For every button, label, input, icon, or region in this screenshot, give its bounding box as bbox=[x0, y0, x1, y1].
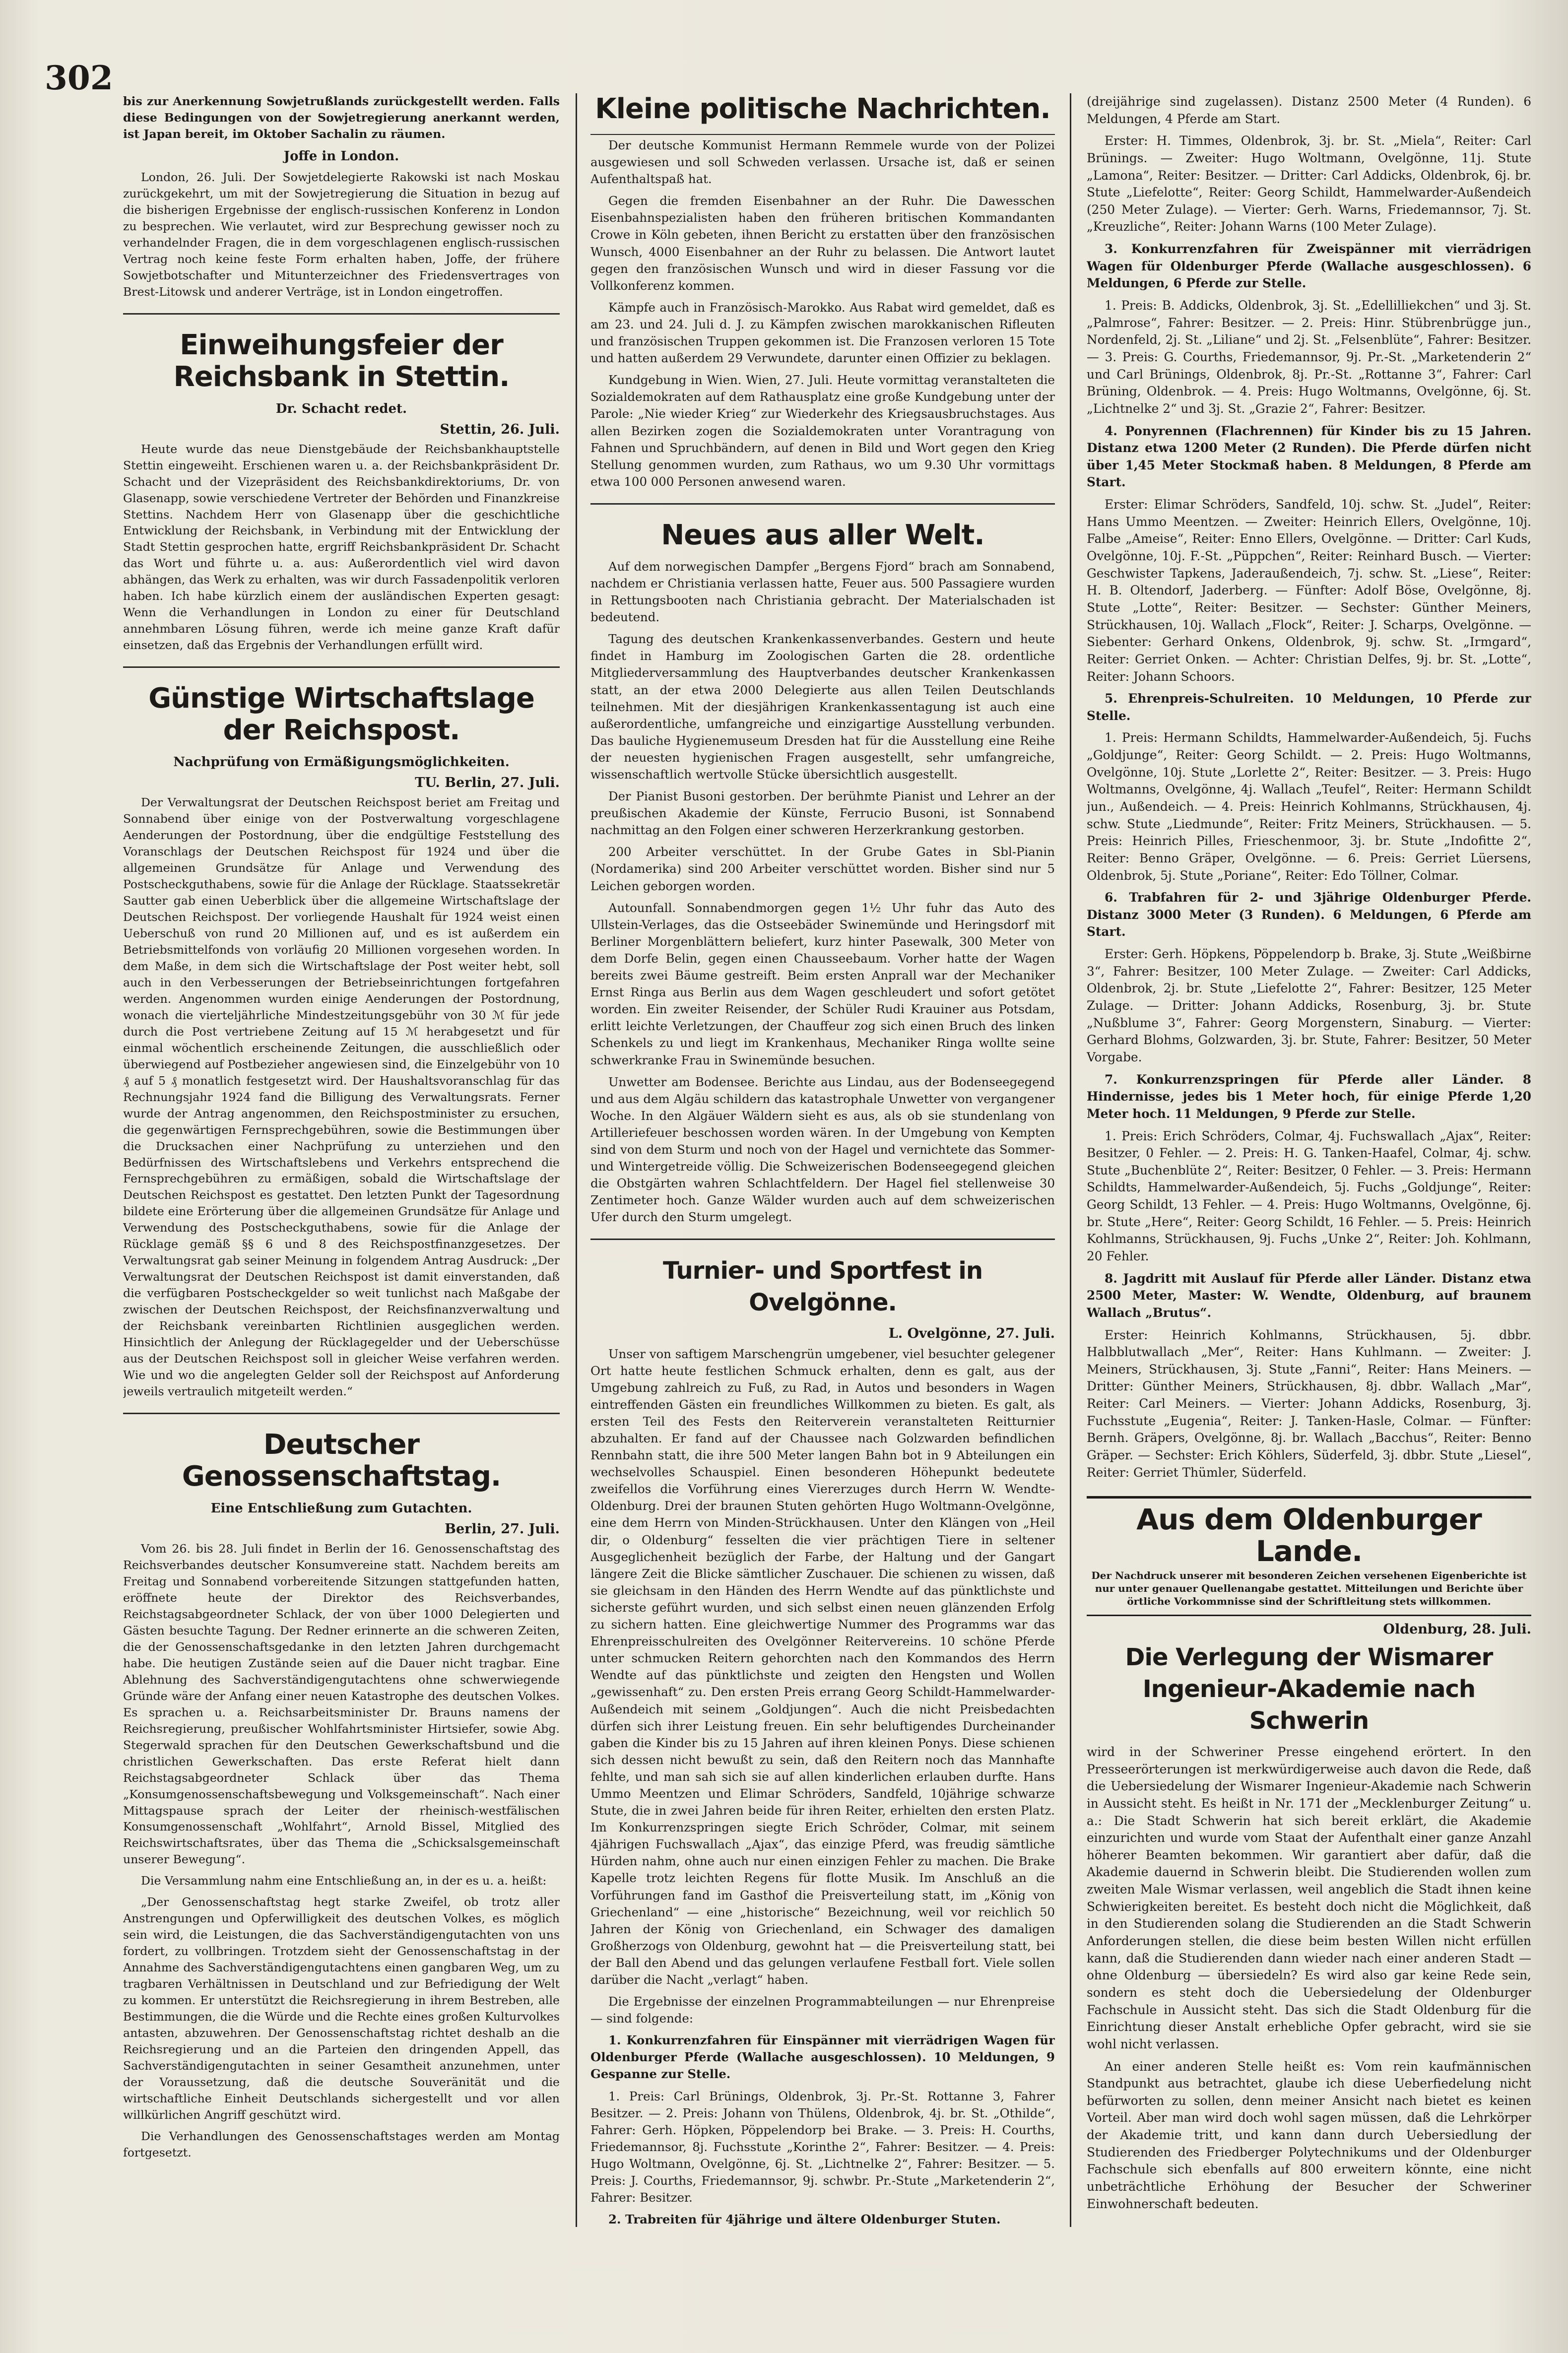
headline-genossenschaftstag: Deutscher Genossenschaftstag. bbox=[182, 1429, 501, 1493]
column-3 bbox=[1087, 93, 1531, 2237]
article-text: Unser von saftigem Marschengrün umgebener, viel besuchter gelegener Ort hatte heute festlichen Schmuck erhalten, denn es galt, aus der Umgebung zahlreich zu Fuß, zu Rad, in Autos und besonders in Wagen eintreffenden Gästen ein freundliches Willkommen zu bieten. Es galt, als ersten Teil des Fests den Reiterverein veranstalteten Reitturnier abzuhalten. Er fand auf der Chaussee nach Golzwarden befindlichen Rennbahn statt, die ihre 500 Meter langen Bahn bot in 9 Abteilungen ein wechselvolles Schauspiel. Einen besonderen Höhepunkt bedeutete zweifellos die Vorführung eines Viererzuges durch Herrn W. Wendte-Oldenburg. Drei der braunen Stuten gehörten Hugo Woltmann-Ovelgönne, eine dem Herrn von Minden-Strückhausen. Unter den Klängen von „Heil dir, o Oldenburg“ fesselten die vier prächtigen Tiere in seltener Ausgeglichenheit bezüglich der Farbe, der Haltung und der Gangart längere Zeit die Blicke sämtlicher Zuschauer. Die schienen zu wissen, daß sie gleichsam in den Händen des Herrn Wendte auf das pünktlichste und sicherste geführt wurden, und sich selbst einen neuen glänzenden Erfolg zu sichern hatten. Eine gleichwertige Nummer des Programms war das Ehrenpreisschulreiten des Ovelgönner Reitervereins. 10 schöne Pferde unter schmucken Reitern gehorchten nach den Kommandos des Herrn Wendte auf das pünktlichste und zeigten den Hengsten und Wollen „gewissenhaft“ zu. Den ersten Preis errang Georg Schildt-Hammelwarder-Außendeich mit seinem „Goldjungen“. Auch die nicht Preisbedachten dürfen sich ihrer Leistung freuen. Ein sehr beluftigendes Durcheinander gaben die Kinder bis zu 15 Jahren auf ihren kleinen Ponys. Diese schienen sich dessen nicht bewußt zu sein, daß den Reitern noch das Mannhafte fehlte, und man sah sich sie auf allen kinderlichen erlauben durfte. Hans Ummo Meentzen und Elimar Schröders, Sandfeld, 10jährige schwarze Stute, die in zwei Jahren beide für ihren Reiter, erhielten den ersten Platz. Im Konkurrenzspringen siegte Erich Schröder, Colmar, mit seinem 4jährigen Fuchswallach „Ajax“, das einzige Pferd, was freudig sämtliche Hürden nahm, ohne auch nur einen einzigen Fehler zu machen. Die Brake Kapelle trotz leichten Regens für flotte Musik. Im Anschluß an die Vorführungen fand im Gasthof die Preisverteilung statt, im „König von Griechenland“ — eine „historische“ Bezeichnung, weil vor reichlich 50 Jahren der König von Griechenland, ein Schwager des damaligen Großherzogs von Oldenburg, gewohnt hat — die Preisverteilung statt, bei der Ball den Abend und das gelungen verlaufene Festball fort. Viele sollen darüber die Nacht „verlagt“ haben. bbox=[590, 1346, 1055, 1987]
article-text: 1. Preis: Erich Schröders, Colmar, 4j. Fuchswallach „Ajax“, Reiter: Besitzer, 0 Fehler. — 2. Preis: H. G. Tanken-Haafel, Colmar, 4j. schw. Stute „Buchenblüte 2“, Reiter: Besitzer, 0 Fehler. — 3. Preis: Hermann Schildts, Hammelwarder-Außendeich, 5j. Fuchs „Goldjunge“, Reiter: Georg Schildt, 13 Fehler. — 4. Preis: Hugo Woltmanns, Ovelgönne, 6j. br. Stute „Here“, Reiter: Georg Schildt, 16 Fehler. — 5. Preis: Heinrich Kohlmanns, Strückhausen, 9j. Fuchs „Unke 2“, Reiter: Joh. Kohlmann, 20 Fehler. bbox=[1087, 1128, 1531, 1263]
article-text: 7. Konkurrenzspringen für Pferde aller Länder. 8 Hindernisse, jedes bis 1 Meter hoch, für einige Pferde 1,20 Meter hoch. 11 Meldungen, 9 Pferde zur Stelle. bbox=[1087, 1072, 1531, 1121]
separator bbox=[590, 1239, 1055, 1240]
article-text: An einer anderen Stelle heißt es: Vom rein kaufmännischen Standpunkt aus betrachtet, glaube ich diese Ueberfiedelung nicht befürworten zu sollen, denn meiner Ansicht nach bietet es keinen Vorteil. Aber man wird doch wohl sagen müssen, daß die Lehrkörper der Akademie tritt, und kann dann durch Uebersiedlung der Studierenden des Friedberger Polytechnikums und der Oldenburger Fachschule sich ebenfalls auf 800 erweitern könnte, eine nicht unbeträchtliche Erhöhung der Besucher der Schweriner Einwohnerschaft bedeuten. bbox=[1087, 2059, 1531, 2211]
headline-reichsbank: Einweihungsfeier der Reichsbank in Stettin. bbox=[173, 328, 510, 393]
article-text: Der deutsche Kommunist Hermann Remmele wurde von der Polizei ausgewiesen und soll Schweden verlassen. Ursache ist, daß er seinen Aufenthaltspaß hat. bbox=[590, 138, 1055, 187]
article-text: 1. Preis: Hermann Schildts, Hammelwarder-Außendeich, 5j. Fuchs „Goldjunge“, Reiter: Georg Schildt. — 2. Preis: Hugo Woltmanns, Ovelgönne, 10j. Stute „Lorlette 2“, Reiter: Besitzer. — 3. Preis: Hugo Woltmanns, Ovelgönne, 4j. Wallach „Teufel“, Reiter: Hermann Schildt jun., Außendeich. — 4. Preis: Heinrich Kohlmanns, Strückhausen, 4j. schw. Stute „Liedmunde“, Reiter: Fritz Meiners, Strückhausen. — 5. Preis: Heinrich Pilles, Frieschenmoor, 3j. br. Stute „Indofitte 2“, Reiter: Benno Gräper, Ovelgönne. — 6. Preis: Gerriet Lüersens, Oldenbrok, 5j. Stute „Poriane“, Reiter: Edo Töllner, Colmar. bbox=[1087, 730, 1531, 883]
article-text: 6. Trabfahren für 2- und 3jährige Oldenburger Pferde. Distanz 3000 Meter (3 Runden). 6 Meldungen, 6 Pferde am Start. bbox=[1087, 890, 1531, 939]
article-text: 8. Jagdritt mit Auslauf für Pferde aller Länder. Distanz etwa 2500 Meter, Master: W. Wendte, Oldenburg, auf braunem Wallach „Brutus“. bbox=[1087, 1271, 1531, 1320]
subheading: Nachprüfung von Ermäßigungsmöglichkeiten. bbox=[173, 755, 510, 770]
article-text: Der Pianist Busoni gestorben. Der berühmte Pianist und Lehrer an der preußischen Akademie der Künste, Ferrucio Busoni, ist Sonnabend nachmittag an den Folgen einer schweren Herzerkrankung gestorben. bbox=[590, 789, 1055, 838]
article-text: 5. Ehrenpreis-Schulreiten. 10 Meldungen, 10 Pferde zur Stelle. bbox=[1087, 691, 1531, 723]
article-text: Der Verwaltungsrat der Deutschen Reichspost beriet am Freitag und Sonnabend über einige von der Postverwaltung vorgeschlagene Aenderungen der Postordnung, über die endgültige Feststellung des Voranschlags der Deutschen Reichspost für 1924 und über die allgemeinen Grundsätze für Anlage und Verwendung des Postscheckguthabens, sowie für die Anlage der Rücklage. Staatssekretär Sautter gab einen Ueberblick über die allgemeine Wirtschaftslage der Deutschen Reichspost. Der vorliegende Haushalt für 1924 weist einen Ueberschuß von rund 20 Millionen auf, und es ist außerdem ein Betriebsmittelfonds von vorläufig 20 Millionen vorgesehen worden. In dem Maße, in dem sich die Wirtschaftslage der Post weiter hebt, soll auch in den Verbesserungen der Betriebseinrichtungen fortgefahren werden. Angenommen wurden einige Aenderungen der Postordnung, wonach die vierteljährliche Mindestzeitungsgebühr von 30 ℳ für jede durch die Post vertriebene Zeitung auf 15 ℳ herabgesetzt und für einmal wöchentlich erscheinende Zeitungen, die ausschließlich oder überwiegend auf Postbezieher angewiesen sind, die Einzelgebühr von 10 ₰ auf 5 ₰ monatlich festgesetzt wird. Der Haushaltsvoranschlag für das Rechnungsjahr 1924 fand die Billigung des Verwaltungsrats. Ferner wurde der Antrag angenommen, den Reichspostminister zu ersuchen, die gegenwärtigen Fernsprechgebühren, sowie die Bestimmungen über die Drucksachen einer Nachprüfung zu unterziehen und den Bedürfnissen des Wirtschaftslebens und Verkehrs entsprechend die Fernsprechgebühren zu ermäßigen, sobald die Wirtschaftslage der Deutschen Reichspost es gestattet. Den letzten Punkt der Tagesordnung bildete eine Erörterung über die allgemeinen Grundsätze für Anlage und Verwendung des Postscheckguthabens, sowie für die Anlage der Rücklage gemäß §§ 6 und 8 des Reichspostfinanzgesetzes. Der Verwaltungsrat gab seiner Meinung in folgendem Antrag Ausdruck: „Der Verwaltungsrat der Deutschen Reichspost ist damit einverstanden, daß die verfügbaren Postscheckgelder so weit tunlichst nach Maßgabe der zwischen der Deutschen Reichspost, der Reichsfinanzverwaltung und der Reichsbank vereinbarten Richtlinien ausgeglichen werden. Hinsichtlich der Anlegung der Rücklagegelder und der Ueberschüsse aus der Deutschen Reichspost soll in gleicher Weise verfahren werden. Wie und wo die angelegten Gelder soll der Reichspost auf Anforderung jeweils vertraulich mitgeteilt werden.“ bbox=[123, 795, 560, 1399]
separator bbox=[123, 666, 560, 668]
column-rule-2 bbox=[1070, 93, 1071, 2227]
article-text: Heute wurde das neue Dienstgebäude der Reichsbankhauptstelle Stettin eingeweiht. Erschienen waren u. a. der Reichsbankpräsident Dr. Schacht und der Vizepräsident des Reichsbankdirektoriums, Dr. von Glasenapp, sowie verschiedene Vertreter der Behörden und Finanzkreise Stettins. Nachdem Herr von Glasenapp über die geschichtliche Entwicklung der Reichsbank, in Verbindung mit der Entwicklung der Stadt Stettin gesprochen hatte, ergriff Reichsbankpräsident Dr. Schacht das Wort und führte u. a. aus: Außerordentlich viel wird davon abhängen, das Werk zu erhalten, was wir durch Fassadenpolitik verloren haben. Ich habe kürzlich einem der ausländischen Experten gesagt: Wenn die Verhandlungen in London zu einer für Deutschland annehmbaren Lösung führen, werde ich meine ganze Kraft dafür einsetzen, daß das Ergebnis der Verhandlungen erfüllt wird. bbox=[123, 442, 560, 653]
article-text: 4. Ponyrennen (Flachrennen) für Kinder bis zu 15 Jahren. Distanz etwa 1200 Meter (2 Runden). Die Pferde dürfen nicht über 1,45 Meter Stockmaß haben. 8 Meldungen, 8 Pferde am Start. bbox=[1087, 423, 1531, 490]
dateline: Stettin, 26. Juli. bbox=[440, 421, 560, 437]
article-text: Erster: Heinrich Kohlmanns, Strückhausen, 5j. dbbr. Halbblutwallach „Mer“, Reiter: Hans Kuhlmann. — Zweiter: J. Meiners, Strückhausen, 3j. Stute „Fanni“, Reiter: Hans Meiners. — Dritter: Günther Meiners, Strückhausen, 8j. dbbr. Wallach „Mar“, Reiter: Carl Meiners. — Vierter: Johann Addicks, Rosenburg, 3j. Fuchsstute „Eugenia“, Reiter: J. Tanken-Hasle, Colmar. — Fünfter: Bernh. Gräpers, Ovelgönne, 8j. br. Wallach „Bacchus“, Reiter: Benno Gräper. — Sechster: Erich Köhlers, Süderfeld, 3j. dbbr. Stute „Liesel“, Reiter: Gerriet Thümler, Süderfeld. bbox=[1087, 1327, 1531, 1480]
article-text: Auf dem norwegischen Dampfer „Bergens Fjord“ brach am Sonnabend, nachdem er Christiania verlassen hatte, Feuer aus. 500 Passagiere wurden in Rettungsbooten nach Christiania gebracht. Der Materialschaden ist bedeutend. bbox=[590, 559, 1055, 625]
dateline: Oldenburg, 28. Juli. bbox=[1383, 1622, 1531, 1637]
article-text: Die Verhandlungen des Genossenschaftstages werden am Montag fortgesetzt. bbox=[123, 2129, 560, 2159]
article-text: 1. Preis: Carl Brünings, Oldenbrok, 3j. Pr.-St. Rottanne 3, Fahrer Besitzer. — 2. Preis: Johann von Thülens, Oldenbrok, 4j. br. St. „Othilde“, Fahrer: Gerh. Höpken, Pöppelendorp bei Brake. — 3. Preis: H. Courths, Friedemannsor, 8j. Fuchsstute „Korinthe 2“, Fahrer: Besitzer. — 4. Preis: Hugo Woltmann, Ovelgönne, 6j. St. „Lichtnelke 2“, Fahrer: Besitzer. — 5. Preis: J. Courths, Friedemannsor, 9j. schwbr. Pr.-Stute „Marketenderin 2“, Fahrer: Besitzer. bbox=[590, 2089, 1055, 2205]
article-text: Erster: H. Timmes, Oldenbrok, 3j. br. St. „Miela“, Reiter: Carl Brünings. — Zweiter: Hugo Woltmann, Ovelgönne, 11j. Stute „Lamona“, Reiter: Besitzer. — Dritter: Carl Addicks, Oldenbrok, 6j. br. Stute „Liefelotte“, Reiter: Georg Schildt, Hammelwarder-Außendeich (250 Meter Zulage). — Vierter: Gerh. Warns, Friedemannsor, 7j. St. „Kreuzliche“, Reiter: Johann Warns (100 Meter Zulage). bbox=[1087, 133, 1531, 234]
headline-reichspost: Günstige Wirtschaftslage der Reichspost. bbox=[148, 682, 534, 747]
section-header-box bbox=[1087, 1496, 1531, 1616]
article-text: bis zur Anerkennung Sowjetrußlands zurückgestellt werden. Falls diese Bedingungen von der Sowjetregierung anerkannt werden, ist Japan bereit, im Oktober Sachalin zu räumen. bbox=[123, 94, 560, 141]
article-text: Kämpfe auch in Französisch-Marokko. Aus Rabat wird gemeldet, daß es am 23. und 24. Juli d. J. zu Kämpfen zwischen marokkanischen Rifleuten und französischen Truppen gekommen ist. Die Franzosen verloren 15 Tote und hatten außerdem 29 Verwundete, darunter einen Offizier zu beklagen. bbox=[590, 300, 1055, 366]
page-number: 302 bbox=[45, 59, 113, 97]
article-text: „Der Genossenschaftstag hegt starke Zweifel, ob trotz aller Anstrengungen und Opferwilligkeit des deutschen Volkes, es möglich sein wird, die Leistungen, die das Sachverständigengutachten von uns fordert, zu vollbringen. Trotzdem sieht der Genossenschaftstag in der Annahme des Sachverständigengutachtens einen gangbaren Weg, um zu tragbaren Verhältnissen in Deutschland und zur Befriedigung der Welt zu kommen. Er unterstützt die Reichsregierung in ihrem Bestreben, alle Bestimmungen, die die Würde und die Rechte eines großen Kulturvolkes antasten, abzuwehren. Der Genossenschaftstag richtet deshalb an die Reichsregierung und an die Parteien den dringenden Appell, das Sachverständigengutachten in seiner Gesamtheit anzunehmen, unter der Voraussetzung, daß die deutsche Souveränität und die wirtschaftliche Einheit Deutschlands sichergestellt und vor allen willkürlichen Angriff geschützt wird. bbox=[123, 1895, 560, 2122]
separator bbox=[590, 134, 1055, 135]
article-text: Vom 26. bis 28. Juli findet in Berlin der 16. Genossenschaftstag des Reichsverbandes deutscher Konsumvereine statt. Nachdem bereits am Freitag und Sonnabend vorbereitende Sitzungen stattgefunden hatten, eröffnete heute der Direktor des Reichsverbandes, Reichstagsabgeordneter Schlack, der von über 1000 Delegierten und Gästen besuchte Tagung. Der Redner erinnerte an die schweren Zeiten, die der Genossenschaftsgedanke in den letzten Jahren durchgemacht habe. Die heutigen Zustände seien auf die Dauer nicht tragbar. Eine Ablehnung des Sachverständigengutachtens ohne schwerwiegende Gründe wäre der Anfang einer neuen Katastrophe des deutschen Volkes. Es sprachen u. a. Reichsarbeitsminister Dr. Brauns namens der Reichsregierung, preußischer Wohlfahrtsminister Hirtsiefer, sowie Abg. Stegerwald sprachen für den Deutschen Gewerkschaftsbund und die christlichen Gewerkschaften. Das erste Referat hielt dann Reichstagsabgeordneter Schlack über das Thema „Konsumgenossenschaftsbewegung und Volksgemeinschaft“. Nach einer Mittagspause sprach der Leiter der rheinisch-westfälischen Konsumgenossenschaft „Wohlfahrt“, Arnold Bissel, Mitglied des Reichswirtschaftsrates, über das Thema die „Schicksalsgemeinschaft unserer Bewegung“. bbox=[123, 1542, 560, 1867]
column-1 bbox=[123, 93, 560, 2237]
article-text: Die Versammlung nahm eine Entschließung an, in der es u. a. heißt: bbox=[141, 1874, 547, 1888]
separator bbox=[123, 1413, 560, 1414]
headline-ingenieur-akademie: Die Verlegung der Wismarer Ingenieur-Akademie nach Schwerin bbox=[1125, 1643, 1493, 1735]
dateline: L. Ovelgönne, 27. Juli. bbox=[888, 1326, 1055, 1342]
headline-aller-welt: Neues aus aller Welt. bbox=[661, 519, 984, 551]
subheading: Joffe in London. bbox=[283, 148, 399, 164]
article-text: Erster: Elimar Schröders, Sandfeld, 10j. schw. St. „Judel“, Reiter: Hans Ummo Meentzen. — Zweiter: Heinrich Ellers, Ovelgönne, 10j. Falbe „Ameise“, Reiter: Enno Ellers, Ovelgönne. — Dritter: Carl Kuds, Ovelgönne, 10j. F.-St. „Püppchen“, Reiter: Reinhard Busch. — Vierter: Geschwister Tapkens, Jaderaußendeich, 7j. schw. St. „Liese“, Reiter: H. B. Oltendorf, Jaderberg. — Fünfter: Adolf Böse, Ovelgönne, 8j. Stute „Lotte“, Reiter: Besitzer. — Sechster: Günther Meiners, Strückhausen, 10j. Wallach „Flock“, Reiter: J. Scharps, Ovelgönne. — Siebenter: Gerhard Onkens, Oldenbrok, 9j. schw. St. „Irmgard“, Reiter: Gerriet Onken. — Achter: Christian Delfes, 9j. br. St. „Lotte“, Reiter: Johann Schoors. bbox=[1087, 497, 1531, 684]
article-text: Autounfall. Sonnabendmorgen gegen 1½ Uhr fuhr das Auto des Ullstein-Verlages, das die Ostseebäder Swinemünde und Heringsdorf mit Berliner Morgenblättern beliefert, kurz hinter Pasewalk, 300 Meter von dem Dorfe Belin, gegen einen Chausseebaum. Vorher hatte der Wagen bereits zwei Bäume gestreift. Beim ersten Anprall war der Mechaniker Ernst Ringa aus Berlin aus dem Wagen geschleudert und sofort getötet worden. Ein zweiter Reisender, der Schüler Rudi Krauiner aus Potsdam, erlitt leichte Verletzungen, der Chauffeur zog sich einen Bruch des linken Schenkels zu und liegt im Krankenhaus, Mechaniker Ringa wollte seine schwerkranke Frau in Swinemünde besuchen. bbox=[590, 900, 1055, 1067]
separator bbox=[590, 503, 1055, 505]
headline-kleine-nachrichten: Kleine politische Nachrichten. bbox=[595, 93, 1050, 125]
article-text: Kundgebung in Wien. Wien, 27. Juli. Heute vormittag veranstalteten die Sozialdemokraten auf dem Rathausplatz eine große Kundgebung unter der Parole: „Nie wieder Krieg“ zur Wiederkehr des Kriegsausbruchstages. Aus allen Bezirken zogen die Sozialdemokraten unter Vorantragung von Fahnen und Spruchbändern, auf denen in Bild und Wort gegen den Krieg Stellung genommen wurden, zum Rathaus, wo um 9.30 Uhr vormittags etwa 100 000 Personen anwesend waren. bbox=[590, 373, 1055, 489]
column-rule-1 bbox=[576, 93, 577, 2227]
dateline: Berlin, 27. Juli. bbox=[445, 1521, 560, 1537]
reprint-notice: Der Nachdruck unserer mit besonderen Zeichen versehenen Eigenberichte ist nur unter genauer Quellenangabe gestattet. Mitteilungen und Berichte über örtliche Vorkommnisse sind der Schriftleitung stets willkommen. bbox=[1091, 1569, 1527, 1608]
subheading: Eine Entschließung zum Gutachten. bbox=[210, 1501, 472, 1516]
article-text: 1. Konkurrenzfahren für Einspänner mit vierrädrigen Wagen für Oldenburger Pferde (Wallache ausgeschlossen). 10 Meldungen, 9 Gespanne zur Stelle. bbox=[590, 2033, 1055, 2082]
article-text: (dreijährige sind zugelassen). Distanz 2500 Meter (4 Runden). 6 Meldungen, 4 Pferde am Start. bbox=[1087, 94, 1531, 126]
article-text: 1. Preis: B. Addicks, Oldenbrok, 3j. St. „Edellilliekchen“ und 3j. St. „Palmrose“, Fahrer: Besitzer. — 2. Preis: Hinr. Stübrenbrügge jun., Nordenfeld, 2j. St. „Liliane“ und 2j. St. „Felsenblüte“, Fahrer: Besitzer. — 3. Preis: G. Courths, Friedemannsor, 9j. Pr.-St. „Marketenderin 2“ und Carl Brünings, Oldenbrok, 8j. Pr.-St. „Rottanne 3“, Fahrer: Carl Brüning, Oldenbrok. — 4. Preis: Hugo Woltmanns, Ovelgönne, 6j. St. „Lichtnelke 2“ und 3j. St. „Grazie 2“, Fahrer: Besitzer. bbox=[1087, 298, 1531, 416]
article-text: 2. Trabreiten für 4jährige und ältere Oldenburger Stuten. bbox=[608, 2212, 1001, 2227]
article-text: Erster: Gerh. Höpkens, Pöppelendorp b. Brake, 3j. Stute „Weißbirne 3“, Fahrer: Besitzer, 100 Meter Zulage. — Zweiter: Carl Addicks, Oldenbrok, 2j. br. Stute „Liefelotte 2“, Fahrer: Besitzer, 125 Meter Zulage. — Dritter: Johann Addicks, Rosenburg, 3j. br. Stute „Nußblume 3“, Fahrer: Georg Morgenstern, Sinaburg. — Vierter: Gerhard Blohms, Golzwarden, 3j. br. Stute, Fahrer: Besitzer, 50 Meter Vorgabe. bbox=[1087, 947, 1531, 1064]
article-text: Unwetter am Bodensee. Berichte aus Lindau, aus der Bodenseegegend und aus dem Algäu schildern das katastrophale Unwetter von vergangener Woche. In den Algäuer Wäldern sieht es aus, als ob sie stundenlang von Artilleriefeuer beschossen worden wären. In der Umgebung von Kempten sind von dem Sturm und noch von der Hagel und vernichtete das Sommer- und Wintergetreide völlig. Die Schweizerischen Bodenseegegend gleichen die Obstgärten wahren Schlachtfeldern. Der Hagel fiel stellenweise 30 Zentimeter hoch. Ganze Wälder wurden auch auf dem schweizerischen Ufer durch den Sturm umgelegt. bbox=[590, 1074, 1055, 1225]
subheading: Dr. Schacht redet. bbox=[275, 401, 407, 416]
article-text: wird in der Schweriner Presse eingehend erörtert. In den Presseerörterungen ist merkwürdigerweise auch davon die Rede, daß die Uebersiedelung der Wismarer Ingenieur-Akademie nach Schwerin in Aussicht steht. Es heißt in Nr. 171 der „Mecklenburger Zeitung“ u. a.: Die Stadt Schwerin hat sich bereit erklärt, die Akademie einzurichten und wurde vom Staat der Aufenthalt einer ganze Anzahl höherer Beamten bekommen. Wir garantiert aber dafür, daß die Akademie dauernd in Schwerin bleibt. Die Studierenden wollen zum zweiten Male Wismar verlassen, weil angeblich die Stadt ihnen keine Schwierigkeiten bereitet. Es besteht doch nicht die Möglichkeit, daß in den Studierenden solang die Studierenden an die Stadt Schwerin Anforderungen stellen, die diese beim besten Willen nicht erfüllen kann, daß die Studierenden dann wieder nach einer anderen Stadt — ohne Oldenburg — übersiedeln? Es wird also gar keine Rede sein, sondern es steht doch die Uebersiedelung der Oldenburger Fachschule in Aussicht steht. Das sich die Stadt Oldenburg für die Einrichtung dieser Anstalt erhebliche Opfer gebracht, wird sie sie wohl nicht verlassen. bbox=[1087, 1744, 1531, 2051]
headline-turnier: Turnier- und Sportfest in Ovelgönne. bbox=[662, 1257, 983, 1317]
separator bbox=[123, 313, 560, 315]
article-text: 3. Konkurrenzfahren für Zweispänner mit vierrädrigen Wagen für Oldenburger Pferde (Wallache ausgeschlossen). 6 Meldungen, 6 Pferde zur Stelle. bbox=[1087, 242, 1531, 291]
article-text: Tagung des deutschen Krankenkassenverbandes. Gestern und heute findet in Hamburg im Zoologischen Garten die 28. ordentliche Mitgliederversammlung des Hauptverbandes deutscher Krankenkassen statt, an der etwa 2000 Delegierte aus allen Teilen Deutschlands teilnehmen. Mit der diesjährigen Krankenkassentagung ist auch eine außerordentliche, umfangreiche und einzigartige Ausstellung verbunden. Das bauliche Hygienemuseum Dresden hat für die Ausstellung eine Reihe der neuesten hygienischen Fragen ausgestellt, sehr umfangreiche, wissenschaftlich wertvolle Stücke übersichtlich ausgestellt. bbox=[590, 632, 1055, 782]
dateline: TU. Berlin, 27. Juli. bbox=[415, 775, 560, 791]
article-text: London, 26. Juli. Der Sowjetdelegierte Rakowski ist nach Moskau zurückgekehrt, um mit der Sowjetregierung die Situation in bezug auf die bisherigen Ergebnisse der englisch-russischen Konferenz in London zu besprechen. Wie verlautet, wird zur Besprechung gewisser noch zu verhandelnder Fragen, die in dem vorgeschlagenen englisch-russischen Vertrag noch keine feste Form erhalten haben, Joffe, der frühere Sowjetbotschafter und Mitunterzeichner des Friedensvertrages von Brest-Litowsk und anderer Verträge, ist in London eingetroffen. bbox=[123, 170, 560, 299]
article-text: 200 Arbeiter verschüttet. In der Grube Gates in Sbl-Pianin (Nordamerika) sind 200 Arbeiter verschüttet worden. Bisher sind nur 5 Leichen geborgen worden. bbox=[590, 845, 1055, 893]
article-text: Gegen die fremden Eisenbahner an der Ruhr. Die Dawesschen Eisenbahnspezialisten haben den früheren britischen Kommandanten Crowe in Köln gebeten, ihnen Bericht zu erstatten über den französischen Wunsch, 4000 Eisenbahner an der Ruhr zu belassen. Die Antwort lautet gegen den französischen Wunsch und wird in dieser Fassung vor die Vollkonferenz kommen. bbox=[590, 194, 1055, 293]
article-text: Die Ergebnisse der einzelnen Programmabteilungen — nur Ehrenpreise — sind folgende: bbox=[590, 1994, 1055, 2026]
headline-oldenburger-lande: Aus dem Oldenburger Lande. bbox=[1136, 1503, 1482, 1569]
column-2 bbox=[590, 93, 1055, 2237]
